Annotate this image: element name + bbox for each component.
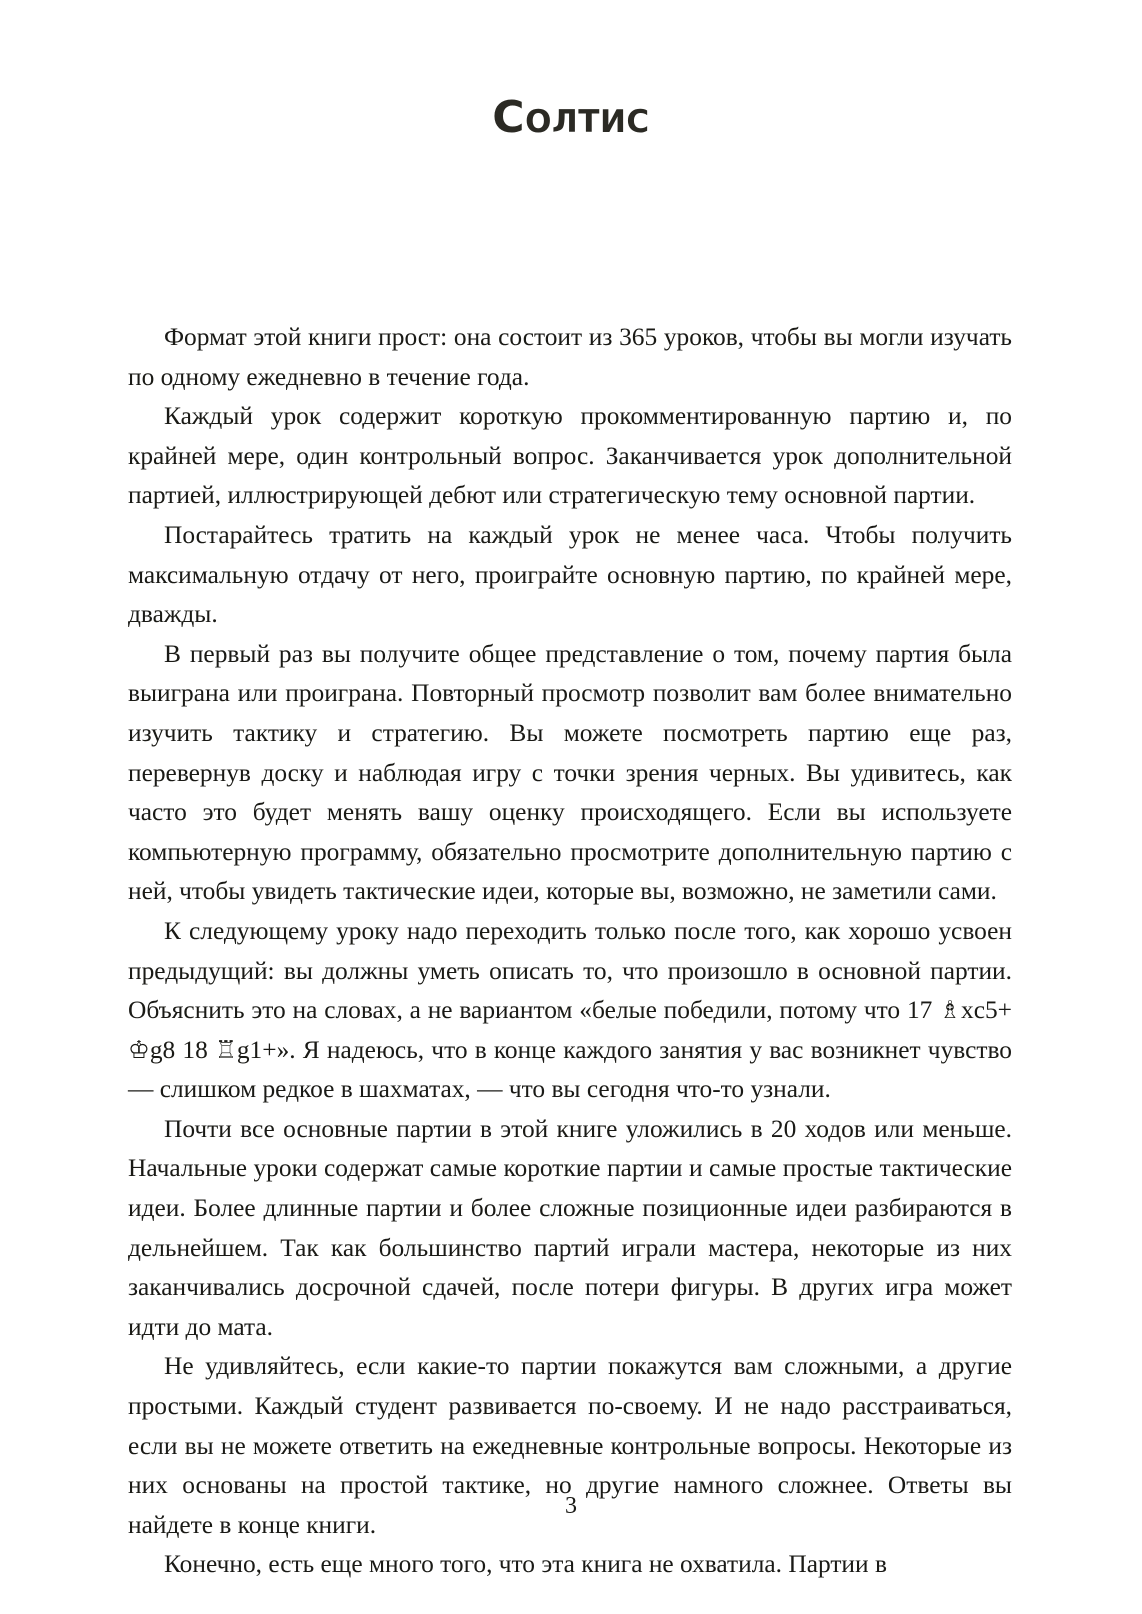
body-text: [128, 318, 1012, 1585]
running-head: Солтис: [492, 92, 650, 143]
paragraph: Постарайтесь тратить на каждый урок не менее часа. Чтобы получить максимальную отдачу от него, проиграйте основную партию, по крайней мере, дважды.: [128, 520, 1012, 629]
paragraph: Не удивляйтесь, если какие-то партии покажутся вам сложными, а другие простыми. Каждый студент развивается по-своему. И не надо расстраиваться, если вы не можете ответить на ежедневные контрольные вопросы. Некоторые из них основаны на простой тактике, но другие намного сложнее. Ответы вы найдете в конце книги.: [128, 1352, 1012, 1539]
paragraph-with-chess-notation: К следующему уроку надо переходить только после того, как хорошо усвоен предыдущий: вы должны уметь описать то, что произошло в основной партии. Объяснить это на словах, а не вариантом «белые победили, потому что 17 ♗xc5+ ♔g8 18 ♖g1+». Я надеюсь, что в конце каждого занятия у вас возникнет чувство — слишком редкое в шахматах, — что вы сегодня что-то узнали.: [128, 916, 1012, 1104]
paragraph: В первый раз вы получите общее представление о том, почему партия была выиграна или проиграна. Повторный просмотр позволит вам более внимательно изучить тактику и стратегию. Вы можете посмотреть партию еще раз, перевернув доску и наблюдая игру с точки зрения черных. Вы удивитесь, как часто это будет менять вашу оценку происходящего. Если вы используете компьютерную программу, обязательно просмотрите дополнительную партию с ней, чтобы увидеть тактические идеи, которые вы, возможно, не заметили сами.: [128, 639, 1012, 906]
page-number: 3: [565, 1493, 577, 1519]
paragraph: Формат этой книги прост: она состоит из 365 уроков, чтобы вы могли изучать по одному ежедневно в течение года.: [128, 323, 1012, 391]
paragraph: Конечно, есть еще много того, что эта книга не охватила. Партии в: [164, 1550, 887, 1579]
paragraph: Каждый урок содержит короткую прокомментированную партию и, по крайней мере, один контрольный вопрос. Заканчивается урок дополнительной партией, иллюстрирующей дебют или стратегическую тему основной партии.: [128, 402, 1012, 510]
chess-figurine-icon: ♗: [939, 995, 962, 1025]
chess-figurine-icon: ♖: [215, 1034, 237, 1064]
chess-figurine-icon: ♔: [128, 1034, 150, 1064]
paragraph: Почти все основные партии в этой книге уложились в 20 ходов или меньше. Начальные уроки содержат самые короткие партии и самые простые тактические идеи. Более длинные партии и более сложные позиционные идеи разбираются в дельнейшем. Так как большинство партий играли мастера, некоторые из них заканчивались досрочной сдачей, после потери фигуры. В других игра может идти до мата.: [128, 1114, 1012, 1341]
